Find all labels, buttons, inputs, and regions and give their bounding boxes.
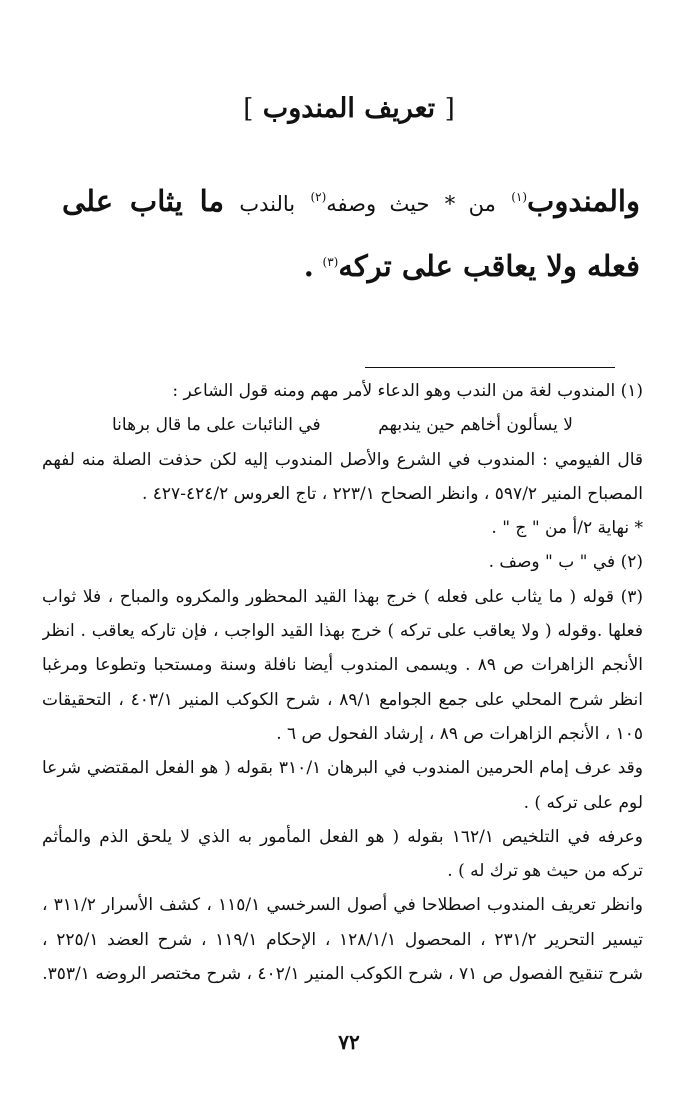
- poem-second-hemistich: في النائبات على ما قال برهانا: [112, 415, 321, 436]
- footnote-line: وانظر تعريف المندوب اصطلاحا في أصول السرخسي ١١٥/١ ، كشف الأسرار ٣١١/٢ ،: [42, 895, 643, 916]
- footnote-line: انظر شرح المحلي على جمع الجوامع ٨٩/١ ، شرح الكوكب المنير ٤٠٣/١ ، التحقيقات: [42, 689, 643, 710]
- footnote-ref-1: (١): [511, 190, 528, 204]
- footnote-line: قال الفيومي : المندوب في الشرع والأصل المندوب إليه لكن حذفت الصلة منه لفهم: [42, 449, 643, 470]
- main-from: من *: [444, 192, 496, 216]
- footnote-line: (١) المندوب لغة من الندب وهو الدعاء لأمر مهم ومنه قول الشاعر :: [172, 381, 643, 401]
- footnote-line: تركه من حيث هو ترك له ) .: [447, 861, 643, 882]
- footnote-line: * نهاية ٢/أ من " ج " .: [491, 518, 643, 539]
- heading-close-bracket: ]: [243, 94, 254, 124]
- main-text: [62, 170, 640, 299]
- footnote-line: وقد عرف إمام الحرمين المندوب في البرهان ٣١٠/١ بقوله ( هو الفعل المقتضي شرعا: [42, 758, 643, 779]
- main-end: .: [303, 249, 314, 283]
- footnote-line: (٣) قوله ( ما يثاب على فعله ) خرج بهذا القيد المحظور والمكروه والمباح ، فلا ثواب: [42, 586, 643, 607]
- footnote-ref-3: (٣): [322, 255, 339, 269]
- poem-verse: [42, 408, 643, 442]
- poem-first-hemistich: لا يسألون أخاهم حين يندبهم: [378, 415, 573, 436]
- footnote-line: فعلها .وقوله ( ولا يعاقب على تركه ) خرج بهذا القيد الواجب ، فإن تاركه يعاقب . انظر: [42, 621, 643, 642]
- footnote-ref-2: (٢): [310, 190, 327, 204]
- footnote-line: الأنجم الزاهرات ص ٨٩ . ويسمى المندوب أيضا نافلة وسنة ومستحبا وتطوعا ومرغبا: [42, 655, 643, 676]
- footnote-line: لوم على تركه ) .: [523, 792, 643, 813]
- main-definition: ما يثاب على فعله ولا يعاقب على تركه: [62, 184, 640, 283]
- footnote-line: تيسير التحرير ٢٣١/٢ ، المحصول ١٢٨/١/١ ، الإحكام ١١٩/١ ، شرح العضد ٢٢٥/١ ،: [42, 929, 643, 950]
- footnote-line: وعرفه في التلخيص ١٦٢/١ بقوله ( هو الفعل المأمور به الذي لا يلحق الذم والمأثم: [42, 826, 643, 847]
- footnote-line: ١٠٥ ، الأنجم الزاهرات ص ٨٩ ، إرشاد الفحول ص ٦ .: [276, 723, 643, 744]
- main-term: والمندوب: [527, 184, 640, 218]
- main-text-2: بالندب: [239, 192, 296, 216]
- footnote-line: شرح تنقيح الفصول ص ٧١ ، شرح الكوكب المنير ٤٠٢/١ ، شرح مختصر الروضه ٣٥٣/١.: [42, 964, 643, 985]
- footnote-line: (٢) في " ب " وصف .: [488, 552, 643, 573]
- heading-title: تعريف المندوب: [262, 93, 436, 124]
- footnote-separator: [365, 367, 615, 368]
- footnote-line: المصباح المنير ٥٩٧/٢ ، وانظر الصحاح ٢٢٣/١ ، تاج العروس ٤٢٤/٢-٤٢٧ .: [141, 483, 643, 504]
- section-heading: [0, 93, 698, 124]
- heading-open-bracket: [: [444, 94, 455, 124]
- footnotes: [42, 374, 643, 991]
- page-number: ٧٢: [338, 1030, 360, 1054]
- main-text-1: حيث وصفه: [326, 192, 430, 216]
